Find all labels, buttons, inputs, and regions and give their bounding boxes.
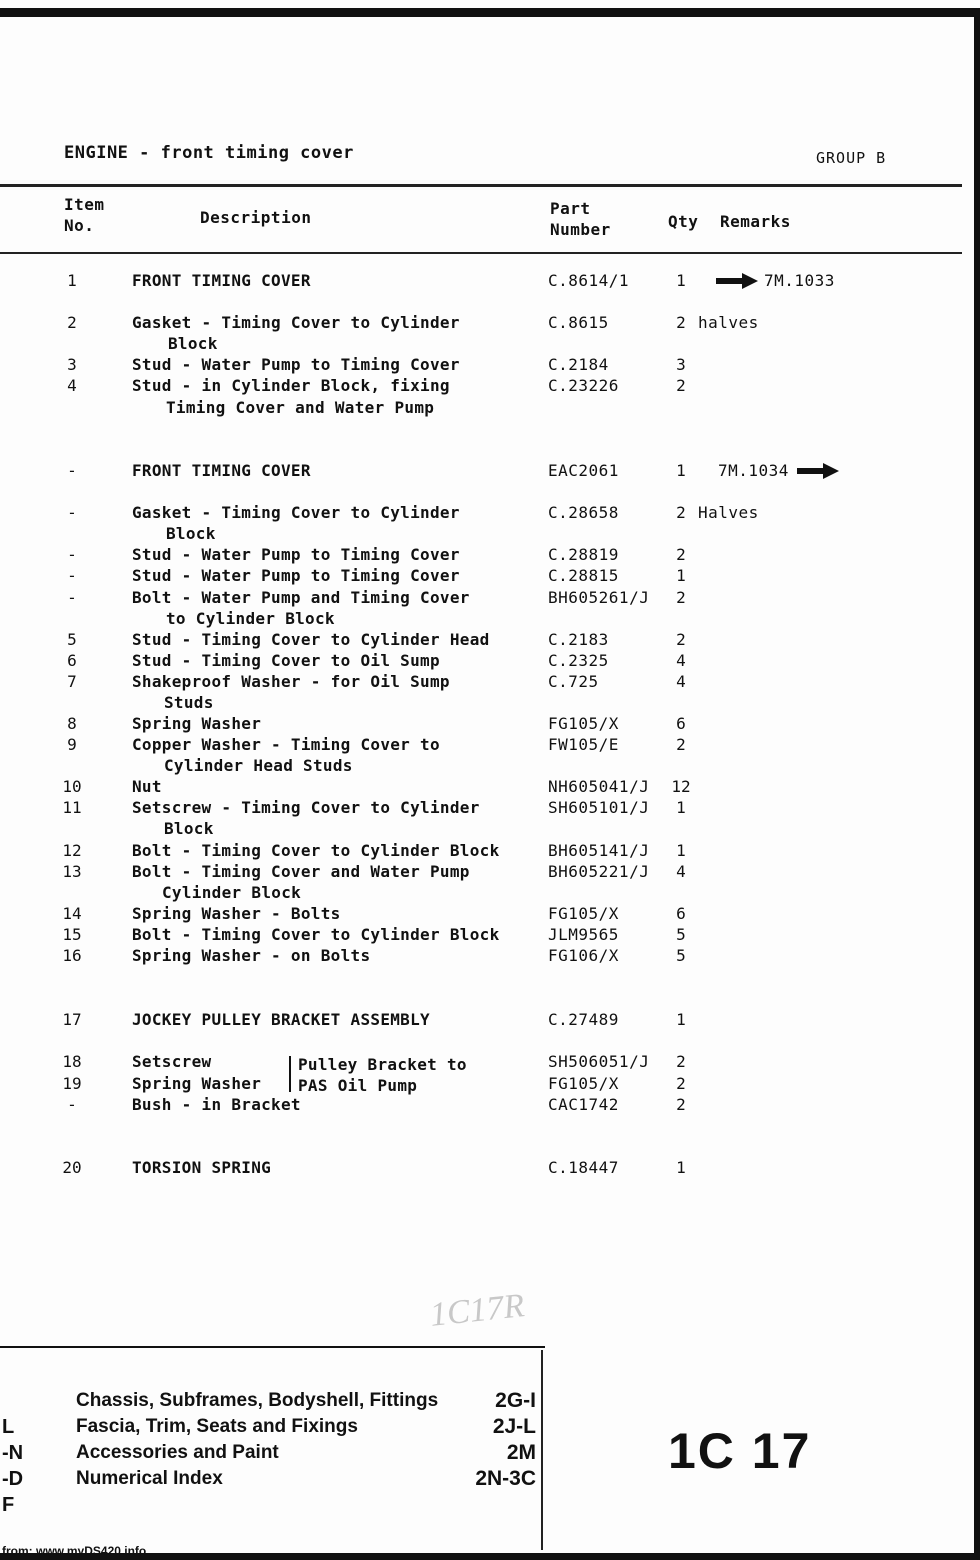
part-number: C.18447 — [548, 1158, 619, 1177]
remark — [714, 270, 835, 291]
part-number: C.28819 — [548, 545, 619, 564]
part-number: FG105/X — [548, 904, 619, 923]
remark-text: Halves — [698, 503, 759, 522]
table-row — [0, 650, 970, 672]
item-number: - — [67, 1095, 77, 1114]
part-number: FG106/X — [548, 946, 619, 965]
quantity: 2 — [676, 630, 686, 649]
part-number: C.2325 — [548, 651, 609, 670]
quantity: 2 — [676, 545, 686, 564]
item-number: 14 — [62, 904, 82, 923]
index-code: 2M — [506, 1441, 536, 1464]
item-number: 7 — [67, 672, 77, 691]
quantity: 2 — [676, 313, 686, 332]
table-row — [0, 924, 970, 946]
table-row — [0, 460, 970, 482]
item-description: Stud - Timing Cover to Oil Sump — [132, 651, 440, 670]
item-number: 12 — [62, 841, 82, 860]
footer-rule — [0, 1346, 545, 1348]
index-code: 2N-3C — [475, 1467, 536, 1490]
quantity: 5 — [676, 946, 686, 965]
description-continuation: Block — [166, 524, 216, 543]
item-description: Bolt - Water Pump and Timing Cover — [132, 588, 470, 607]
part-number: C.2184 — [548, 355, 609, 374]
item-number: 18 — [62, 1052, 82, 1071]
description-continuation: Timing Cover and Water Pump — [166, 398, 435, 417]
quantity: 1 — [676, 461, 686, 480]
table-row — [0, 671, 970, 693]
bottom-border — [0, 1553, 980, 1560]
part-number: C.23226 — [548, 376, 619, 395]
side-letter: -N — [2, 1442, 24, 1464]
header-rule-top — [0, 184, 962, 187]
item-number: 13 — [62, 862, 82, 881]
col-remarks-header: Remarks — [720, 212, 791, 231]
part-number: NH605041/J — [548, 777, 650, 796]
part-number: JLM9565 — [548, 925, 619, 944]
bracket-line — [289, 1056, 291, 1092]
item-number: 19 — [62, 1074, 82, 1093]
item-description: Gasket - Timing Cover to Cylinder — [132, 503, 460, 522]
description-continuation: to Cylinder Block — [166, 609, 335, 628]
item-description: Bolt - Timing Cover to Cylinder Block — [132, 841, 500, 860]
table-row — [0, 565, 970, 587]
table-row — [0, 1157, 970, 1179]
item-description: Bolt - Timing Cover to Cylinder Block — [132, 925, 500, 944]
col-qty-header: Qty — [668, 212, 699, 231]
quantity: 2 — [676, 1074, 686, 1093]
item-number: - — [67, 545, 77, 564]
item-number: 4 — [67, 376, 77, 395]
quantity: 5 — [676, 925, 686, 944]
item-number: 15 — [62, 925, 82, 944]
item-description: Copper Washer - Timing Cover to — [132, 735, 440, 754]
remark-text: 7M.1033 — [764, 271, 835, 290]
item-description: Setscrew - Timing Cover to Cylinder — [132, 798, 480, 817]
quantity: 4 — [676, 862, 686, 881]
table-row — [0, 776, 970, 798]
item-description: Spring Washer — [132, 1074, 262, 1093]
table-row — [0, 587, 970, 609]
source-credit: from: www.myDS420.info — [2, 1544, 147, 1558]
table-row — [0, 629, 970, 651]
group-label: GROUP B — [816, 149, 887, 167]
quantity: 2 — [676, 735, 686, 754]
table-row — [0, 312, 970, 334]
item-number: - — [67, 588, 77, 607]
item-number: 16 — [62, 946, 82, 965]
index-label: Fascia, Trim, Seats and Fixings — [76, 1416, 358, 1437]
col-description-header: Description — [200, 208, 312, 227]
top-border — [0, 8, 980, 17]
part-number: FG105/X — [548, 714, 619, 733]
part-number: C.8615 — [548, 313, 609, 332]
item-description: Setscrew — [132, 1052, 212, 1071]
part-number: FW105/E — [548, 735, 619, 754]
item-description: Bush - in Bracket — [132, 1095, 301, 1114]
table-row — [0, 734, 970, 756]
description-continuation: Cylinder Head Studs — [164, 756, 353, 775]
table-row — [0, 903, 970, 925]
table-row — [0, 1073, 970, 1095]
item-description: Nut — [132, 777, 162, 796]
side-letter: L — [2, 1416, 15, 1438]
index-label: Numerical Index — [76, 1468, 223, 1489]
quantity: 1 — [676, 271, 686, 290]
part-number: C.27489 — [548, 1010, 619, 1029]
side-letter: F — [2, 1494, 15, 1516]
item-description: TORSION SPRING — [132, 1158, 272, 1177]
right-border — [974, 8, 980, 1553]
quantity: 2 — [676, 376, 686, 395]
quantity: 2 — [676, 1052, 686, 1071]
quantity: 2 — [676, 588, 686, 607]
item-number: - — [67, 503, 77, 522]
item-number: 10 — [62, 777, 82, 796]
remark — [718, 460, 841, 481]
part-number: BH605261/J — [548, 588, 650, 607]
item-number: 1 — [67, 271, 77, 290]
index-code: 2J-L — [492, 1415, 536, 1438]
quantity: 12 — [671, 777, 691, 796]
item-description: FRONT TIMING COVER — [132, 461, 311, 480]
page-code: 1C 17 — [668, 1423, 812, 1479]
item-description: Bolt - Timing Cover and Water Pump — [132, 862, 470, 881]
arrow-right-icon — [795, 463, 841, 479]
table-row — [0, 270, 970, 292]
page-title: ENGINE - front timing cover — [64, 143, 354, 163]
quantity: 4 — [676, 672, 686, 691]
table-row — [0, 840, 970, 862]
bracket-note-line1: Pulley Bracket to — [298, 1055, 467, 1074]
item-number: 20 — [62, 1158, 82, 1177]
arrow-right-icon — [714, 273, 760, 289]
quantity: 6 — [676, 714, 686, 733]
quantity: 4 — [676, 651, 686, 670]
item-number: 11 — [62, 798, 82, 817]
item-description: Shakeproof Washer - for Oil Sump — [132, 672, 450, 691]
index-label: Accessories and Paint — [76, 1442, 279, 1463]
part-number: CAC1742 — [548, 1095, 619, 1114]
part-number: C.8614/1 — [548, 271, 630, 290]
remark — [698, 502, 759, 523]
item-description: Spring Washer - on Bolts — [132, 946, 371, 965]
table-row — [0, 1094, 970, 1116]
header-rule-bottom — [0, 252, 962, 254]
description-continuation: Cylinder Block — [162, 883, 302, 902]
part-number: BH605221/J — [548, 862, 650, 881]
quantity: 3 — [676, 355, 686, 374]
table-row — [0, 1051, 970, 1073]
table-row — [0, 861, 970, 883]
item-number: 9 — [67, 735, 77, 754]
quantity: 2 — [676, 1095, 686, 1114]
item-description: Stud - Water Pump to Timing Cover — [132, 566, 460, 585]
remark-text: 7M.1034 — [718, 461, 789, 480]
item-number: 17 — [62, 1010, 82, 1029]
item-description: Stud - Water Pump to Timing Cover — [132, 545, 460, 564]
table-row — [0, 544, 970, 566]
bracket-note-line2: PAS Oil Pump — [298, 1076, 418, 1095]
quantity: 1 — [676, 798, 686, 817]
item-description: Spring Washer - Bolts — [132, 904, 341, 923]
item-number: - — [67, 566, 77, 585]
index-code: 2G-I — [495, 1389, 536, 1412]
part-number: C.28815 — [548, 566, 619, 585]
side-letter: -D — [2, 1468, 24, 1490]
item-number: 8 — [67, 714, 77, 733]
item-number: 3 — [67, 355, 77, 374]
part-number: C.2183 — [548, 630, 609, 649]
item-description: Stud - Timing Cover to Cylinder Head — [132, 630, 490, 649]
part-number: FG105/X — [548, 1074, 619, 1093]
quantity: 1 — [676, 1158, 686, 1177]
item-description: Stud - Water Pump to Timing Cover — [132, 355, 460, 374]
table-row — [0, 797, 970, 819]
quantity: 1 — [676, 566, 686, 585]
item-description: FRONT TIMING COVER — [132, 271, 311, 290]
quantity: 1 — [676, 1010, 686, 1029]
table-row — [0, 502, 970, 524]
footer-divider — [541, 1350, 543, 1550]
description-continuation: Studs — [164, 693, 214, 712]
part-number: C.725 — [548, 672, 599, 691]
part-number: SH506051/J — [548, 1052, 650, 1071]
table-row — [0, 354, 970, 376]
item-number: 6 — [67, 651, 77, 670]
remark-text: halves — [698, 313, 759, 332]
part-number: C.28658 — [548, 503, 619, 522]
item-number: 2 — [67, 313, 77, 332]
description-continuation: Block — [164, 819, 214, 838]
faint-stamp: 1C17R — [428, 1287, 527, 1334]
quantity: 1 — [676, 841, 686, 860]
item-description: Spring Washer — [132, 714, 262, 733]
quantity: 6 — [676, 904, 686, 923]
table-row — [0, 713, 970, 735]
table-row — [0, 945, 970, 967]
quantity: 2 — [676, 503, 686, 522]
item-number: 5 — [67, 630, 77, 649]
item-description: JOCKEY PULLEY BRACKET ASSEMBLY — [132, 1010, 430, 1029]
index-label: Chassis, Subframes, Bodyshell, Fittings — [76, 1390, 439, 1411]
part-number: BH605141/J — [548, 841, 650, 860]
part-number: EAC2061 — [548, 461, 619, 480]
col-part-header: Part Number — [550, 199, 611, 239]
remark — [698, 312, 759, 333]
table-row — [0, 1009, 970, 1031]
item-number: - — [67, 461, 77, 480]
item-description: Stud - in Cylinder Block, fixing — [132, 376, 450, 395]
part-number: SH605101/J — [548, 798, 650, 817]
col-item-header: Item No. — [64, 195, 105, 235]
description-continuation: Block — [168, 334, 218, 353]
item-description: Gasket - Timing Cover to Cylinder — [132, 313, 460, 332]
table-row — [0, 375, 970, 397]
